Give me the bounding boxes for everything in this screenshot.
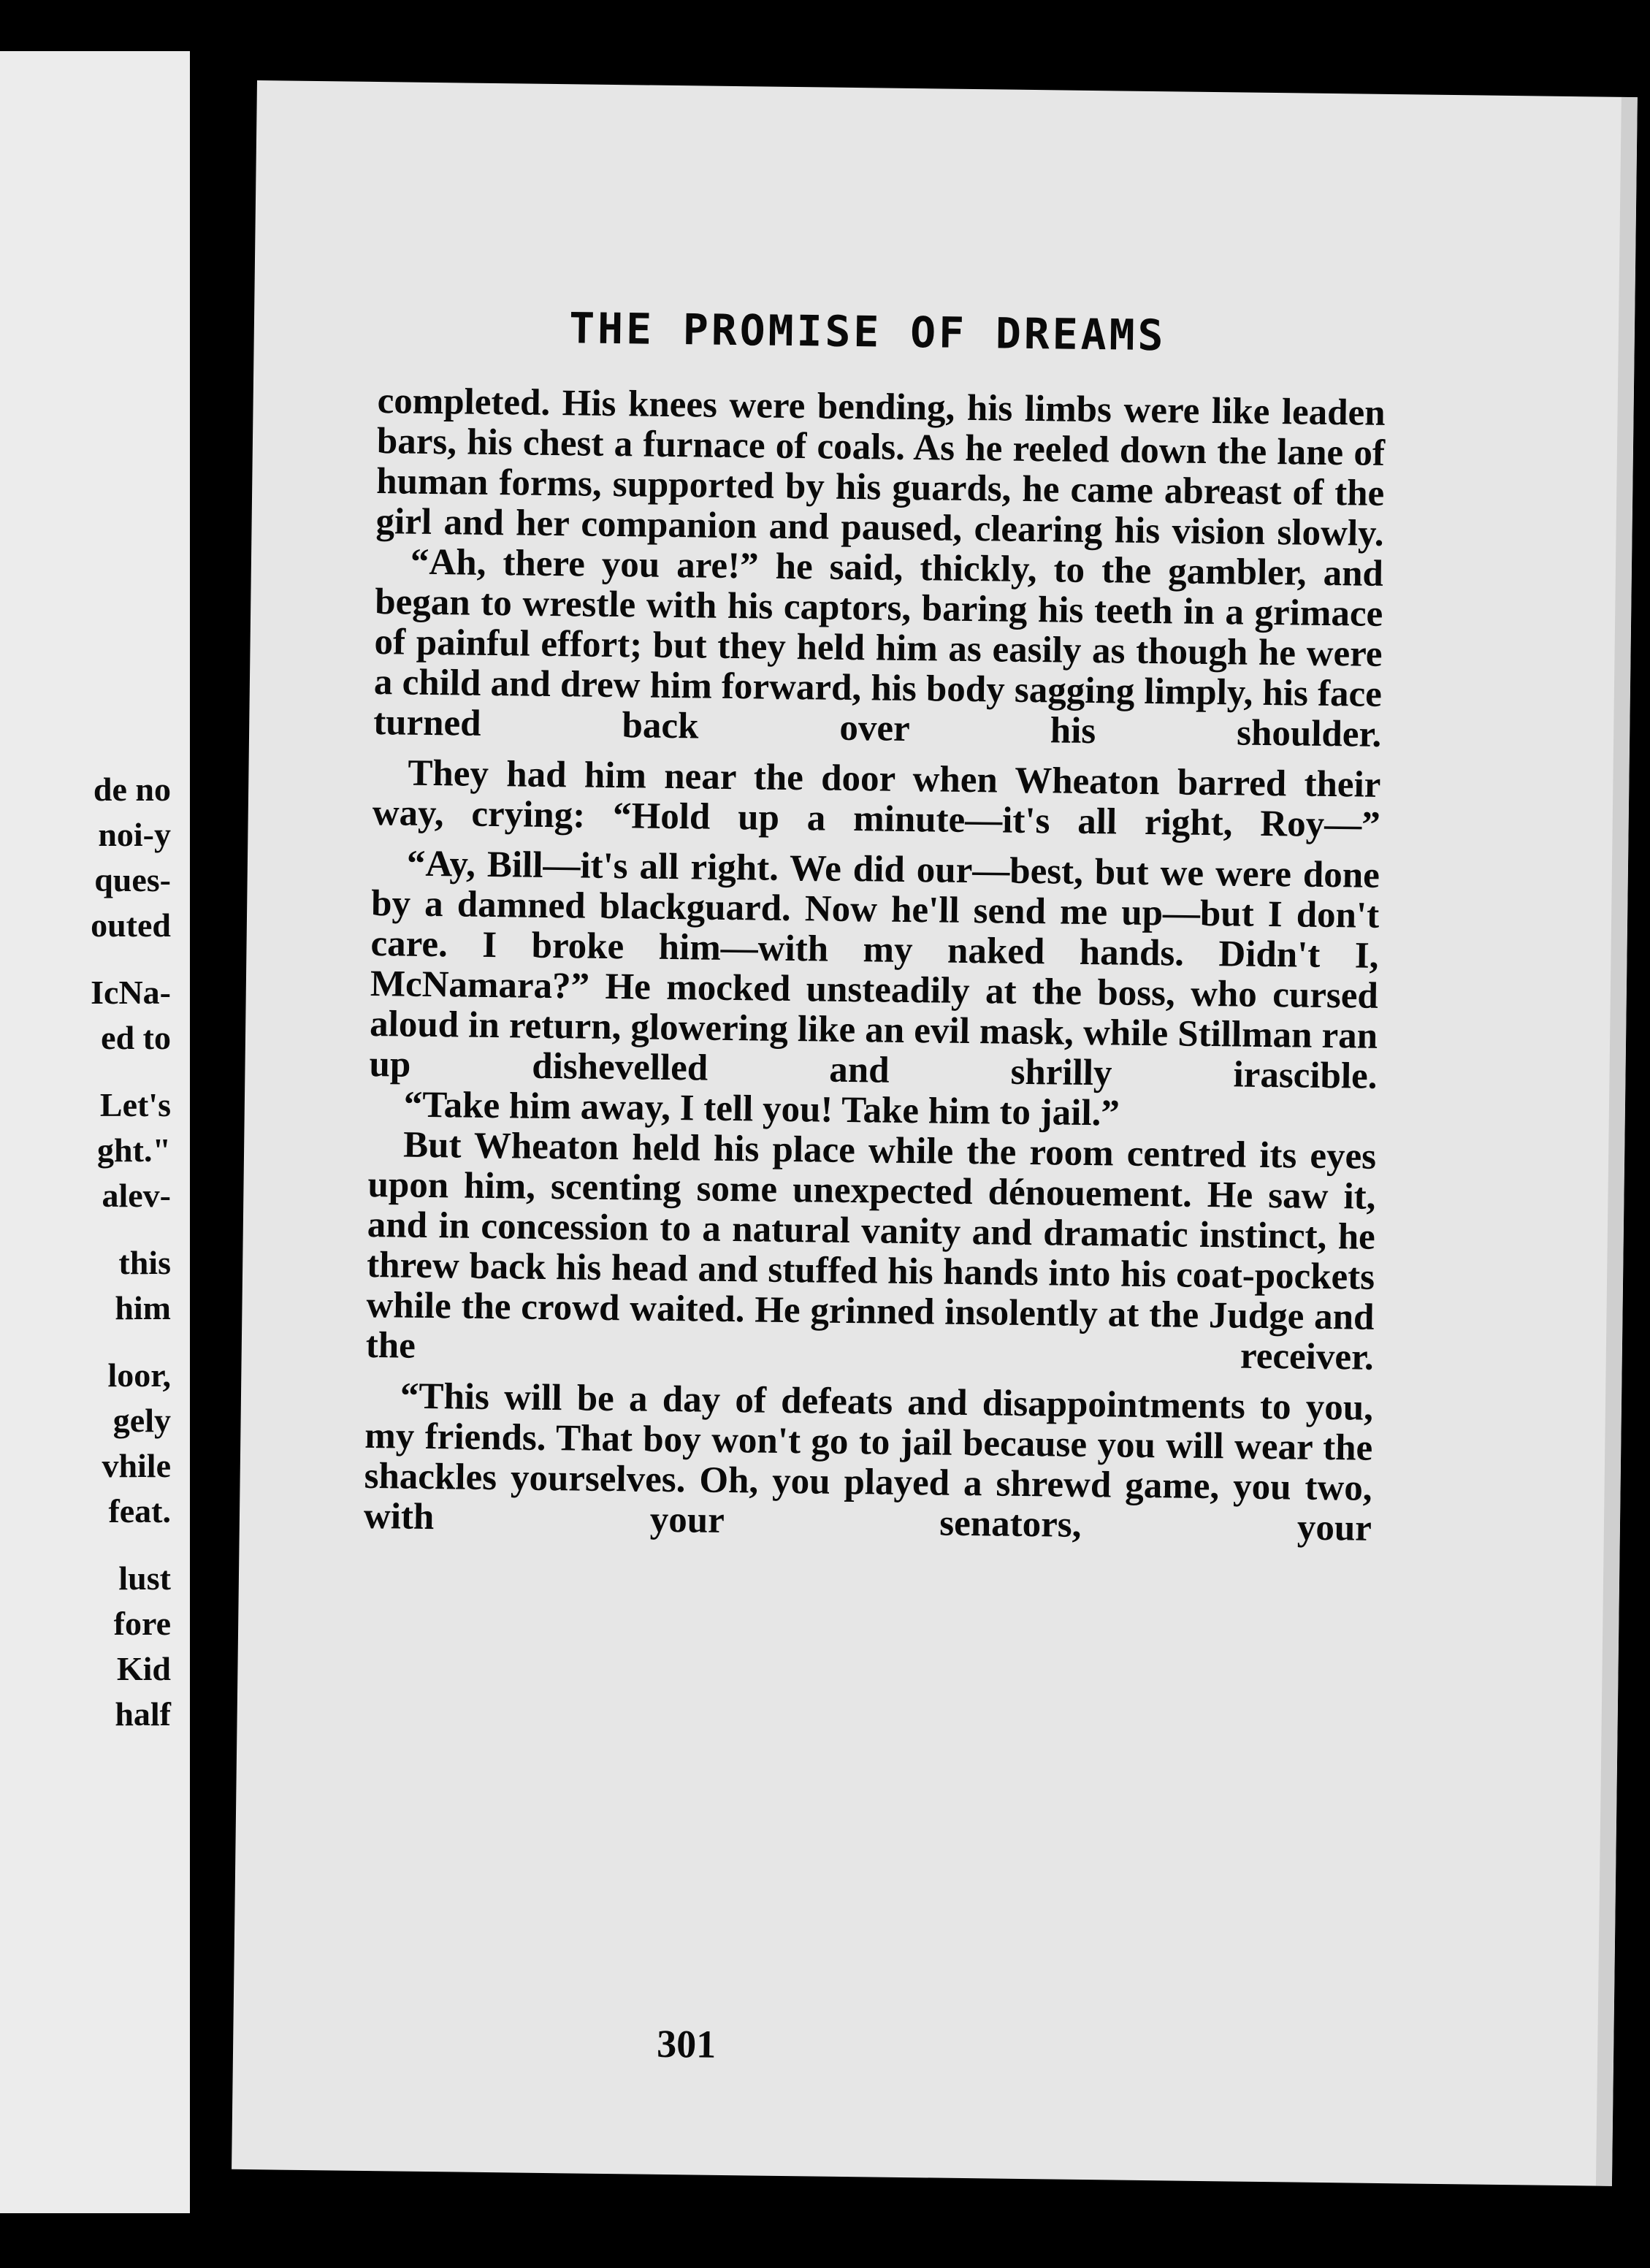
fragment-line: him <box>115 1289 171 1326</box>
fragment-gap <box>0 1061 171 1083</box>
paragraph: completed. His knees were bending, his limbs were like leaden bars, his chest a furnace of coals. As he reeled down the lane of human forms, supported by his guards, he came abreast of the girl and her companion and paused, clearing his vision slowly. <box>375 381 1386 554</box>
previous-page <box>0 51 190 2213</box>
paragraph: “Ay, Bill—it's all right. We did our—best, but we were done by a damned blackguard. Now he'll send me up—but I don't care. I broke him—with my naked hands. Didn't I, McNamara?” He mocked unsteadily at the boss, who cursed aloud in return, glowering like an evil mask, while Stillman ran up dishevelled and shrilly irascible. <box>369 843 1380 1097</box>
paragraph: “This will be a day of defeats and disappointments to you, my friends. That boy won't go to jail because you will wear the shackles yourselves. Oh, you played a shrewd game, you two, with your senators, your <box>363 1375 1374 1549</box>
running-head: THE PROMISE OF DREAMS <box>568 303 1166 361</box>
fragment-line: this <box>118 1244 171 1281</box>
fragment-line: fore <box>113 1605 171 1642</box>
fragment-gap <box>0 1218 171 1240</box>
fragment-line: vhile <box>102 1447 171 1484</box>
fragment-line: de no <box>93 771 171 808</box>
fragment-gap <box>0 1534 171 1556</box>
fragment-line: feat. <box>108 1492 171 1530</box>
fragment-line: Let's <box>99 1086 171 1123</box>
book-page <box>232 80 1638 2186</box>
fragment-line: IcNa- <box>91 974 171 1011</box>
previous-page-text <box>0 767 171 1737</box>
paragraph: But Wheaton held his place while the room centred its eyes upon him, scenting some unexpected dénouement. He saw it, and in concession to a natural vanity and dramatic instinct, he threw back his head and stuffed his hands into his coat-pockets while the crowd waited. He grinned insolently at the Judge and the receiver. <box>365 1124 1377 1378</box>
paragraph: “Take him away, I tell you! Take him to jail.” <box>403 1084 1120 1134</box>
fragment-line: outed <box>91 906 171 944</box>
fragment-line: alev- <box>102 1177 171 1214</box>
page-number: 301 <box>656 2021 717 2066</box>
fragment-line: noi-y <box>98 816 171 853</box>
page-edge <box>1596 97 1638 2186</box>
fragment-line: loor, <box>107 1356 171 1394</box>
fragment-line: ght." <box>97 1131 171 1169</box>
fragment-line: Kid <box>116 1650 171 1687</box>
fragment-gap <box>0 948 171 970</box>
paragraph: They had him near the door when Wheaton barred their way, crying: “Hold up a minute—it's all right, Roy—” <box>372 752 1381 846</box>
fragment-gap <box>0 1331 171 1353</box>
fragment-line: gely <box>112 1402 171 1439</box>
fragment-line: ques- <box>94 861 171 898</box>
fragment-line: lust <box>118 1559 171 1597</box>
fragment-line: ed to <box>101 1019 171 1056</box>
page-body <box>364 381 1386 1549</box>
fragment-line: half <box>115 1695 171 1733</box>
paragraph: “Ah, there you are!” he said, thickly, to the gambler, and began to wrestle with his captors, baring his teeth in a grimace of painful effort; but they held him as easily as though he were a child and drew him forward, his body sagging limply, his face turned back over his shoulder. <box>373 541 1384 755</box>
